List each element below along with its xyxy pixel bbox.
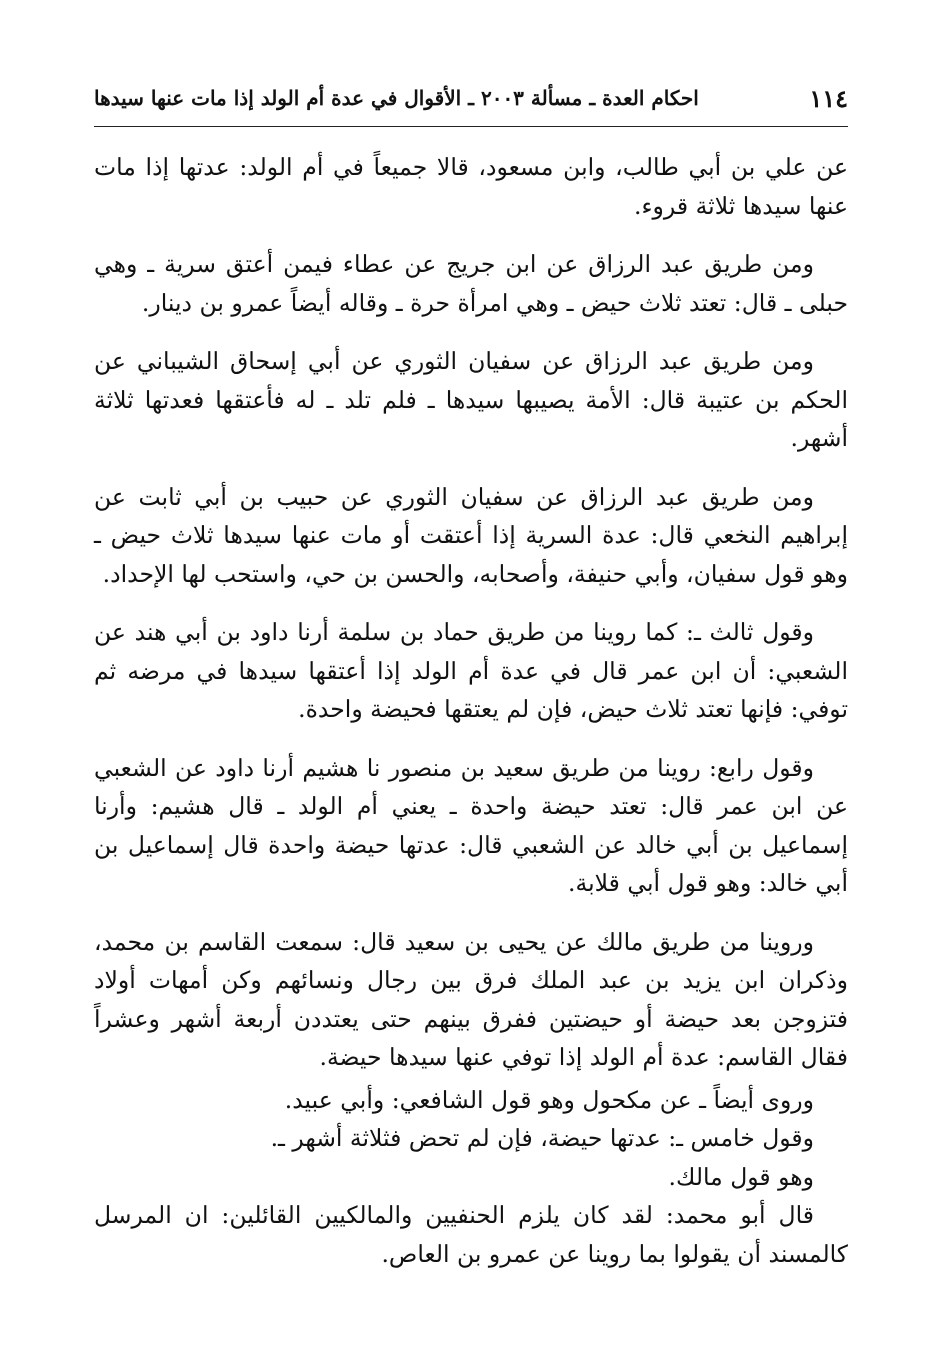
running-head-title: احكام العدة ـ مسألة ٢٠٠٣ ـ الأقوال في عدة أم الولد إذا مات عنها سيدها — [94, 86, 699, 110]
closing-paragraph: قال أبو محمد: لقد كان يلزم الحنفيين والمالكيين القائلين: ان المرسل كالمسند أن يقولوا بما روينا عن عمرو بن العاص. — [94, 1201, 848, 1268]
paragraph: ومن طريق عبد الرزاق عن سفيان الثوري عن أبي إسحاق الشيباني عن الحكم بن عتيبة قال: الأمة يصيبها سيدها ـ فلم تلد ـ له فأعتقها فعدتها ثلاثة أشهر. — [94, 347, 848, 452]
paragraph: عن علي بن أبي طالب، وابن مسعود، قالا جميعاً في أم الولد: عدتها إذا مات عنها سيدها ثلاثة قروء. — [94, 153, 848, 220]
short-line: وهو قول مالك. — [668, 1162, 814, 1191]
paragraph: ومن طريق عبد الرزاق عن ابن جريج عن عطاء فيمن أعتق سرية ـ وهي حبلى ـ قال: تعتد ثلاث حيض ـ وهي امرأة حرة ـ وقاله أيضاً عمرو بن دينار. — [94, 250, 848, 317]
paragraph: وقول ثالث ـ: كما روينا من طريق حماد بن سلمة أرنا داود بن أبي هند عن الشعبي: أن ابن عمر قال في عدة أم الولد إذا أعتقها سيدها في مرضه ثم توفي: فإنها تعتد ثلاث حيض، فإن لم يعتقها فحيضة واحدة. — [94, 618, 848, 723]
short-line: وقول خامس ـ: عدتها حيضة، فإن لم تحض فثلاثة أشهر ـ. — [270, 1124, 814, 1152]
paragraph: وقول رابع: روينا من طريق سعيد بن منصور نا هشيم أرنا داود عن الشعبي عن ابن عمر قال: تعتد حيضة واحدة ـ يعني أم الولد ـ قال هشيم: وأرنا إسماعيل بن أبي خالد عن الشعبي قال: عدتها حيضة واحدة قال إسماعيل بن أبي خالد: وهو قول أبي قلابة. — [94, 753, 848, 897]
paragraph: ومن طريق عبد الرزاق عن سفيان الثوري عن حبيب بن أبي ثابت عن إبراهيم النخعي قال: عدة السرية إذا أعتقت أو مات عنها سيدها ثلاث حيض ـ وهو قول سفيان، وأبي حنيفة، وأصحابه، والحسن بن حي، واستحب لها الإحداد. — [94, 482, 848, 588]
page-number: ١١٤ — [809, 83, 848, 113]
header-rule — [94, 126, 848, 127]
body-text — [94, 148, 848, 1273]
paragraph: وروينا من طريق مالك عن يحيى بن سعيد قال: سمعت القاسم بن محمد، وذكران ابن يزيد بن عبد الملك فرق بين رجال ونسائهم وكن أمهات أولاد فتزوجن بعد حيضة أو حيضتين ففرق بينهم حتى يعتددن أربعة أشهر وعشراً فقال القاسم: عدة أم الولد إذا توفي عنها سيدها حيضة. — [94, 927, 848, 1071]
running-head — [94, 76, 848, 120]
short-line: وروى أيضاً ـ عن مكحول وهو قول الشافعي: وأبي عبيد. — [284, 1085, 814, 1114]
